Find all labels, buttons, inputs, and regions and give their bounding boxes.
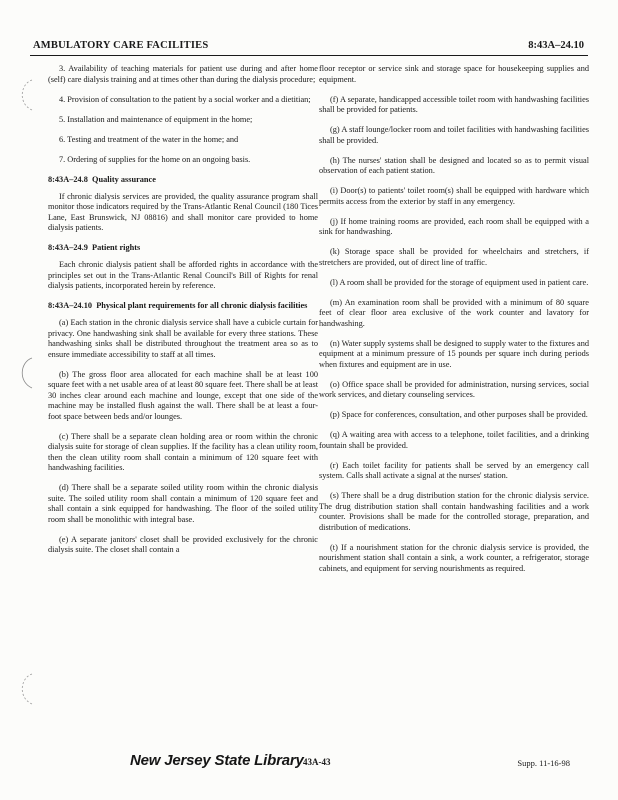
section-heading-24-8 — [48, 175, 318, 186]
section-title: Physical plant requirements for all chronic dialysis facilities — [96, 301, 308, 310]
running-header-title: AMBULATORY CARE FACILITIES — [33, 40, 209, 51]
header-divider — [30, 55, 588, 56]
section-title: Patient rights — [92, 243, 141, 252]
paragraph-i: (i) Door(s) to patients' toilet room(s) shall be equipped with hardware which permits access from the exterior by staff in any emergency. — [319, 186, 589, 206]
binder-hole-mark — [14, 672, 36, 706]
paragraph-t: (t) If a nourishment station for the chronic dialysis service is provided, the nourishment station shall contain a sink, a work counter, a refrigerator, storage cabinets, and equipment for serving nourishments as required. — [319, 542, 589, 573]
paragraph-e: (e) A separate janitors' closet shall be provided exclusively for the chronic dialysis suite. The closet shall contain a — [48, 534, 318, 554]
left-column — [48, 64, 318, 565]
paragraph-l: (l) A room shall be provided for the storage of equipment used in patient care. — [330, 277, 589, 287]
supplement-date: Supp. 11-16-98 — [517, 758, 570, 768]
paragraph-o: (o) Office space shall be provided for administration, nursing services, social work services, and dietary counseling services. — [319, 379, 589, 399]
paragraph-f: (f) A separate, handicapped accessible toilet room with handwashing facilities shall be provided for patients. — [319, 94, 589, 114]
page-number: 43A-43 — [303, 757, 331, 767]
running-header-section: 8:43A–24.10 — [528, 40, 584, 51]
list-item: 3. Availability of teaching materials for patient use during and after home (self) care dialysis training and at times other than during the dialysis procedure; — [48, 64, 318, 84]
paragraph-e-continued: floor receptor or service sink and storage space for housekeeping supplies and equipment. — [319, 64, 589, 84]
paragraph-g: (g) A staff lounge/locker room and toilet facilities with handwashing facilities shall be provided. — [319, 125, 589, 145]
list-item: 5. Installation and maintenance of equipment in the home; — [59, 114, 253, 124]
binder-hole-mark — [14, 78, 36, 112]
paragraph-p: (p) Space for conferences, consultation, and other purposes shall be provided. — [330, 410, 588, 419]
paragraph-h: (h) The nurses' station shall be designed and located so as to permit visual observation of each patient station. — [319, 155, 589, 175]
section-body: Each chronic dialysis patient shall be afforded rights in accordance with the principles set out in the Trans-Atlantic Renal Council's Bill of Rights for renal dialysis patients, incorporated herein by reference. — [48, 260, 318, 290]
library-stamp: New Jersey State Library — [130, 752, 304, 769]
right-column — [319, 64, 589, 584]
section-number: 8:43A–24.10 — [48, 301, 93, 310]
section-heading-24-10 — [48, 301, 318, 312]
paragraph-q: (q) A waiting area with access to a telephone, toilet facilities, and a drinking fountain shall be provided. — [319, 430, 589, 450]
paragraph-b: (b) The gross floor area allocated for each machine shall be at least 100 square feet with a net usable area of at least 80 square feet. There shall be at least 30 inches clear around each machine and lounge, except that one side of the machine may be installed flush against the wall. There shall be at least a four-foot space between beds and/or lounges. — [48, 369, 318, 421]
paragraph-r: (r) Each toilet facility for patients shall be served by an emergency call system. Calls shall activate a signal at the nurses' station. — [319, 460, 589, 480]
paragraph-a: (a) Each station in the chronic dialysis service shall have a cubicle curtain for privacy. One handwashing sink shall be available for every three stations. These handwashing sinks shall be distributed throughout the treatment area so as to ensure immediate accessibility to staff at all times. — [48, 318, 318, 359]
paragraph-m: (m) An examination room shall be provided with a minimum of 80 square feet of clear floor area exclusive of the work counter and lavatory for handwashing. — [319, 297, 589, 328]
section-body: If chronic dialysis services are provided, the quality assurance program shall monitor those indicators required by the Trans-Atlantic Renal Council (180 Tices Lane, East Brunswick, NJ 08816) and shall monitor care provided to home dialysis patients. — [48, 191, 318, 232]
paragraph-j: (j) If home training rooms are provided, each room shall be equipped with a sink for handwashing. — [319, 216, 589, 236]
paragraph-n: (n) Water supply systems shall be designed to supply water to the fixtures and equipment at a minimum pressure of 15 pounds per square inch during periods when fixtures and equipment are in use. — [319, 338, 589, 369]
paragraph-c: (c) There shall be a separate clean holding area or room within the chronic dialysis suite for storage of clean supplies. If the facility has a clean utility room, then the clean utility room shall contain a minimum of 120 square feet with handwashing facilities. — [48, 431, 318, 472]
binder-hole-mark — [14, 356, 36, 390]
paragraph-d: (d) There shall be a separate soiled utility room within the chronic dialysis suite. The soiled utility room shall contain a minimum of 120 square feet and shall contain a sink equipped for handwashing. The floor of the soiled utility room shall be monolithic with integral base. — [48, 483, 318, 524]
paragraph-k: (k) Storage space shall be provided for wheelchairs and stretchers, if stretchers are provided, out of direct line of traffic. — [319, 247, 589, 267]
paragraph-s: (s) There shall be a drug distribution station for the chronic dialysis service. The drug distribution station shall contain handwashing facilities and a work counter. Provisions shall be made for the controlled storage, preparation, and distribution of medications. — [319, 491, 589, 532]
section-heading-24-9 — [48, 243, 318, 254]
section-title: Quality assurance — [92, 174, 156, 184]
list-item: 6. Testing and treatment of the water in the home; and — [59, 134, 239, 144]
list-item: 4. Provision of consultation to the patient by a social worker and a dietitian; — [59, 94, 311, 104]
section-number: 8:43A–24.9 — [48, 243, 88, 252]
list-item: 7. Ordering of supplies for the home on an ongoing basis. — [59, 154, 251, 164]
section-number: 8:43A–24.8 — [48, 174, 88, 184]
